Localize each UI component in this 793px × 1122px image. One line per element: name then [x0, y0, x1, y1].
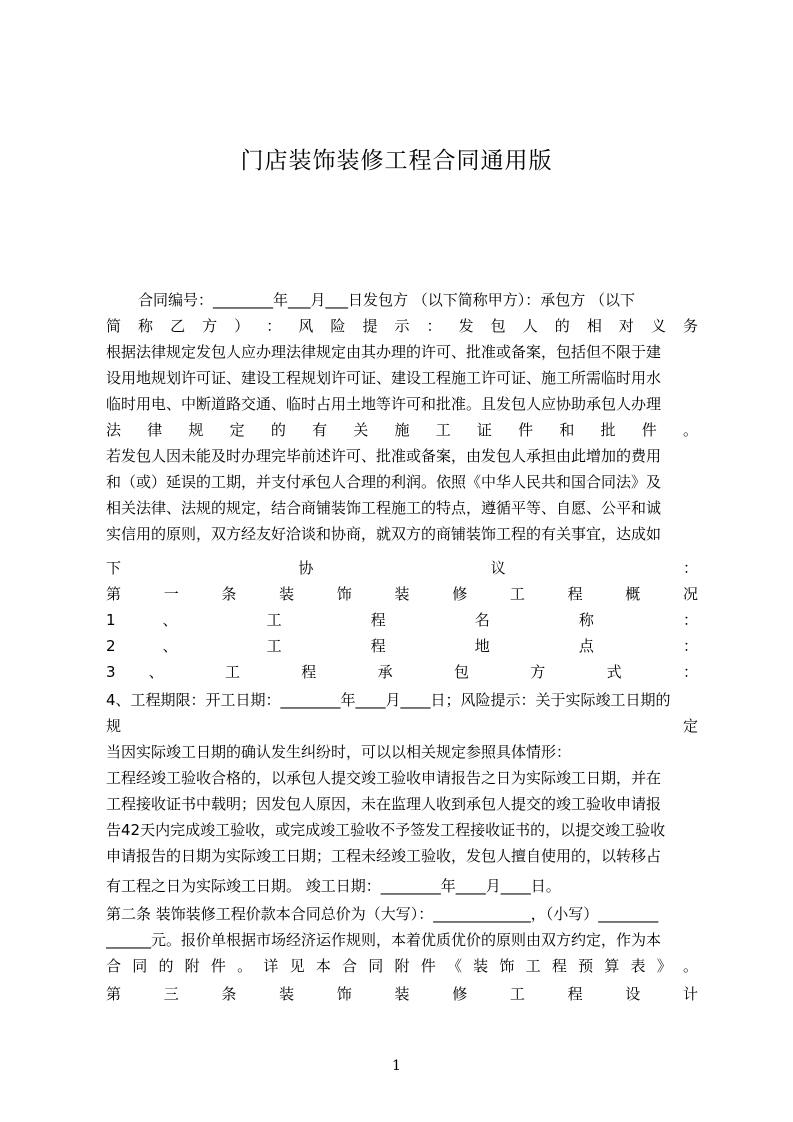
body-line: 告42天内完成竣工验收，或完成竣工验收不予签发工程接收证书的，以提交竣工验收	[106, 821, 666, 839]
body-line: 设用地规划许可证、建设工程规划许可证、建设工程施工许可证、施工所需临时用水	[106, 369, 662, 387]
page-number: 1	[392, 1058, 401, 1074]
body-line: 第 三 条 装 饰 装 修 工 程 设 计	[106, 985, 698, 1003]
body-line: ______元。报价单根据市场经济运作规则，本着优质优价的原则由双方约定，作为本	[106, 931, 662, 949]
body-line: 合 同 的 附 件 。 详 见 本 合 同 附 件 《 装 饰 工 程 预 算 表 》 。	[106, 957, 698, 975]
body-line: 临时用电、中断道路交通、临时占用土地等许可和批准。且发包人应协助承包人办理	[106, 395, 662, 413]
body-line: 和（或）延误的工期，并支付承包人合理的利润。依照《中华人民共和国合同法》及	[106, 473, 662, 491]
body-line: 3 、 工 程 承 包 方 式 ：	[106, 663, 698, 681]
body-line: 简 称 乙 方 ） ： 风 险 提 示 ： 发 包 人 的 相 对 义 务	[106, 317, 698, 335]
body-line: 当因实际竣工日期的确认发生纠纷时，可以以相关规定参照具体情形：	[106, 743, 572, 761]
body-line: 2 、 工 程 地 点 ：	[106, 637, 698, 655]
body-line: 下 协 议 ：	[106, 559, 698, 577]
body-line: 合同编号：________年___月___日发包方 （以下简称甲方）：承包方 （以下	[138, 291, 636, 309]
body-line: 工程经竣工验收合格的，以承包人提交竣工验收申请报告之日为实际竣工日期，并在	[106, 769, 662, 787]
body-line: 4、工程期限：开工日期：________年____月____日；风险提示：关于实际竣工日期的	[106, 691, 671, 709]
body-line: 法 律 规 定 的 有 关 施 工 证 件 和 批 件 。	[106, 421, 698, 439]
document-title: 门店装饰装修工程合同通用版	[240, 148, 553, 174]
body-line: 第二条 装饰装修工程价款本合同总价为（大写）：_____________，（小写）________	[106, 905, 659, 923]
body-line: 1 、 工 程 名 称 ：	[106, 611, 698, 629]
body-line: 实信用的原则，双方经友好洽谈和协商，就双方的商铺装饰工程的有关事宜，达成如	[106, 525, 662, 543]
body-line: 相关法律、法规的规定，结合商铺装饰工程施工的特点，遵循平等、自愿、公平和诚	[106, 499, 662, 517]
body-line: 根据法律规定发包人应办理法律规定由其办理的许可、批准或备案，包括但不限于建	[106, 343, 662, 361]
body-line: 第 一 条 装 饰 装 修 工 程 概 况	[106, 585, 698, 603]
body-line: 若发包人因未能及时办理完毕前述许可、批准或备案，由发包人承担由此增加的费用	[106, 447, 662, 465]
body-line: 工程接收证书中载明；因发包人原因，未在监理人收到承包人提交的竣工验收申请报	[106, 795, 662, 813]
body-line: 有工程之日为实际竣工日期。 竣工日期：________年____月____日。	[106, 877, 561, 895]
body-line: 申请报告的日期为实际竣工日期；工程未经竣工验收，发包人擅自使用的，以转移占	[106, 847, 662, 865]
body-line: 规 定	[106, 717, 698, 735]
